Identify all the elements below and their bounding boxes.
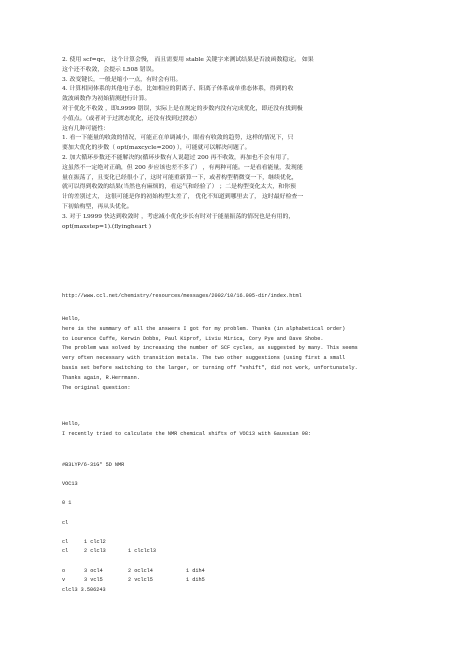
- text-line: 这有几种可能性：: [62, 125, 110, 132]
- email-greeting: Hello,: [62, 421, 81, 427]
- email-line: Thanks again, R.Herrmann.: [62, 374, 140, 381]
- atom-line: [62, 519, 362, 529]
- zmatrix-row: [62, 567, 362, 577]
- text-line: 2. 使用 scf=qc， 这个计算会慢， 而且需要用 stable 关键字来测试结果是否波函数稳定。 如果: [62, 57, 314, 63]
- zmatrix-cell: 3 ocl4: [84, 567, 103, 574]
- zmatrix-cell: 2 vclcl5: [128, 577, 153, 584]
- text-line: 这虽然不一定绝对正确，但 200 步应该也差不多了） ，有两种可能。一是看看能量，发现能: [62, 164, 303, 171]
- zmatrix-cell: 1 clcl2: [84, 538, 106, 545]
- source-url: [62, 292, 422, 302]
- email-greeting: Hello,: [62, 316, 81, 322]
- text-line: 就可以得到收敛的结果(当然也有麻烦的，看运气和经验了） ；二是构型变化太大，和你预: [62, 184, 296, 191]
- zmatrix-row: [62, 586, 362, 596]
- text-line: 量在振荡了，且变化已经很小了，这时可能重新算一下，或者构型稍微变一下，继续优化，: [62, 174, 298, 181]
- email-line: The problem was solved by increasing the number of SCF cycles, as suggested by many. This seems: [62, 345, 358, 352]
- zmatrix-row: [62, 538, 362, 548]
- zmatrix-cell: 1 clclcl3: [128, 548, 157, 555]
- zmatrix-cell: o: [62, 567, 66, 574]
- email-line: I recently tried to calculate the NMR chemical shifts of VOC13 with Gaussian 98:: [62, 430, 312, 437]
- email-line: here is the summary of all the answers I got for my problem. Thanks (in alphabetical order): [62, 325, 346, 332]
- charge-mult-line: [62, 499, 362, 509]
- route-line: [62, 461, 362, 471]
- text-line: 1. 看一下能量的收敛的情况，可能正在单调减小，眼看有收敛的趋势，这样的情况下，只: [62, 135, 294, 142]
- text-line: 敛波函数作为初始猜测进行计算。: [62, 96, 151, 103]
- url-text: http://www.ccl.net/chemistry/resources/messages/2002/10/16.005-dir/index.html: [62, 293, 302, 299]
- email-line: to Lourence Cuffe, Kerwin Dobbs, Paul Kiprof, Liviu Mirica, Cory Pye and Dave Shobe.: [62, 335, 324, 342]
- blank-line: [62, 509, 362, 519]
- atom-text: cl: [62, 519, 69, 526]
- text-line: 对于优化不收敛 ，即L9999 错误，实际上是在规定的步数内没有完成优化，即还没有找到极: [62, 105, 303, 112]
- blank-line: [62, 471, 362, 481]
- gaussian-input: [62, 461, 362, 595]
- zmatrix-cell: 2 clcl3: [84, 548, 106, 555]
- chinese-notes: [62, 56, 422, 232]
- text-line: 要加大优化的步数（ opt(maxcycle=200) ），可能就可以解决问题了。: [62, 145, 251, 152]
- route-text: #B3LYP/6-31G* 5D NMR: [62, 462, 125, 468]
- zmatrix-cell: cl: [62, 548, 69, 555]
- email-question: [62, 420, 422, 440]
- text-line: opt(maxstep=1).(flyingheart ): [62, 223, 152, 230]
- text-line: 3. 对于 L9999 快达到收敛时 ，考虑减小优化步长有时对于能量振荡的情况也是有用的，: [62, 213, 295, 220]
- charge-mult-text: 0 1: [62, 500, 72, 507]
- text-line: 3. 改变键长，一般是缩小一点，有时会有用。: [62, 76, 182, 83]
- title-text: VOC13: [62, 481, 78, 488]
- zmatrix-cell: 3 vcl5: [84, 577, 103, 584]
- email-line: very often necessary with transition metals. The two other suggestions (using first a small: [62, 355, 346, 362]
- text-line: 下初始构型，再从头优化。: [62, 203, 133, 210]
- title-line: [62, 480, 362, 490]
- zmatrix-row: [62, 547, 362, 557]
- zmatrix-cell: clcl3 3.506243: [62, 586, 106, 593]
- text-line: 2. 加大循环步数还不能解决的(循环步数有人说超过 200 再不收敛，再加也不会有用了，: [62, 154, 293, 161]
- zmatrix-cell: 1 dih4: [186, 567, 205, 574]
- zmatrix-cell: v: [62, 577, 66, 584]
- zmatrix-row: [62, 576, 362, 586]
- email-reply: [62, 315, 422, 393]
- email-line: The original question:: [62, 384, 131, 391]
- blank-line: [62, 490, 362, 500]
- text-line: 小值点。（或者对于过渡态优化，还没有找到过渡态）: [62, 115, 201, 122]
- text-line: 4. 计算相同体系的其他电子态，比如相应的阴离子、阳离子体系或单重态体系，得到的收: [62, 86, 294, 93]
- text-line: 这个还不收敛，会提示 L508 错误。: [62, 66, 158, 73]
- zmatrix-cell: 2 oclcl4: [128, 567, 153, 574]
- zmatrix-cell: 1 dih5: [186, 577, 205, 584]
- text-line: 计的差别过大， 这很可能是你的初始构型太差了， 优化不知道到哪里去了， 这时最好检查一: [62, 194, 304, 201]
- blank-line: [62, 557, 362, 567]
- email-line: basis set before switching to the larger, or turning off "vshift", did not work, unfortunately.: [62, 364, 358, 371]
- blank-line: [62, 528, 362, 538]
- zmatrix-cell: cl: [62, 538, 69, 545]
